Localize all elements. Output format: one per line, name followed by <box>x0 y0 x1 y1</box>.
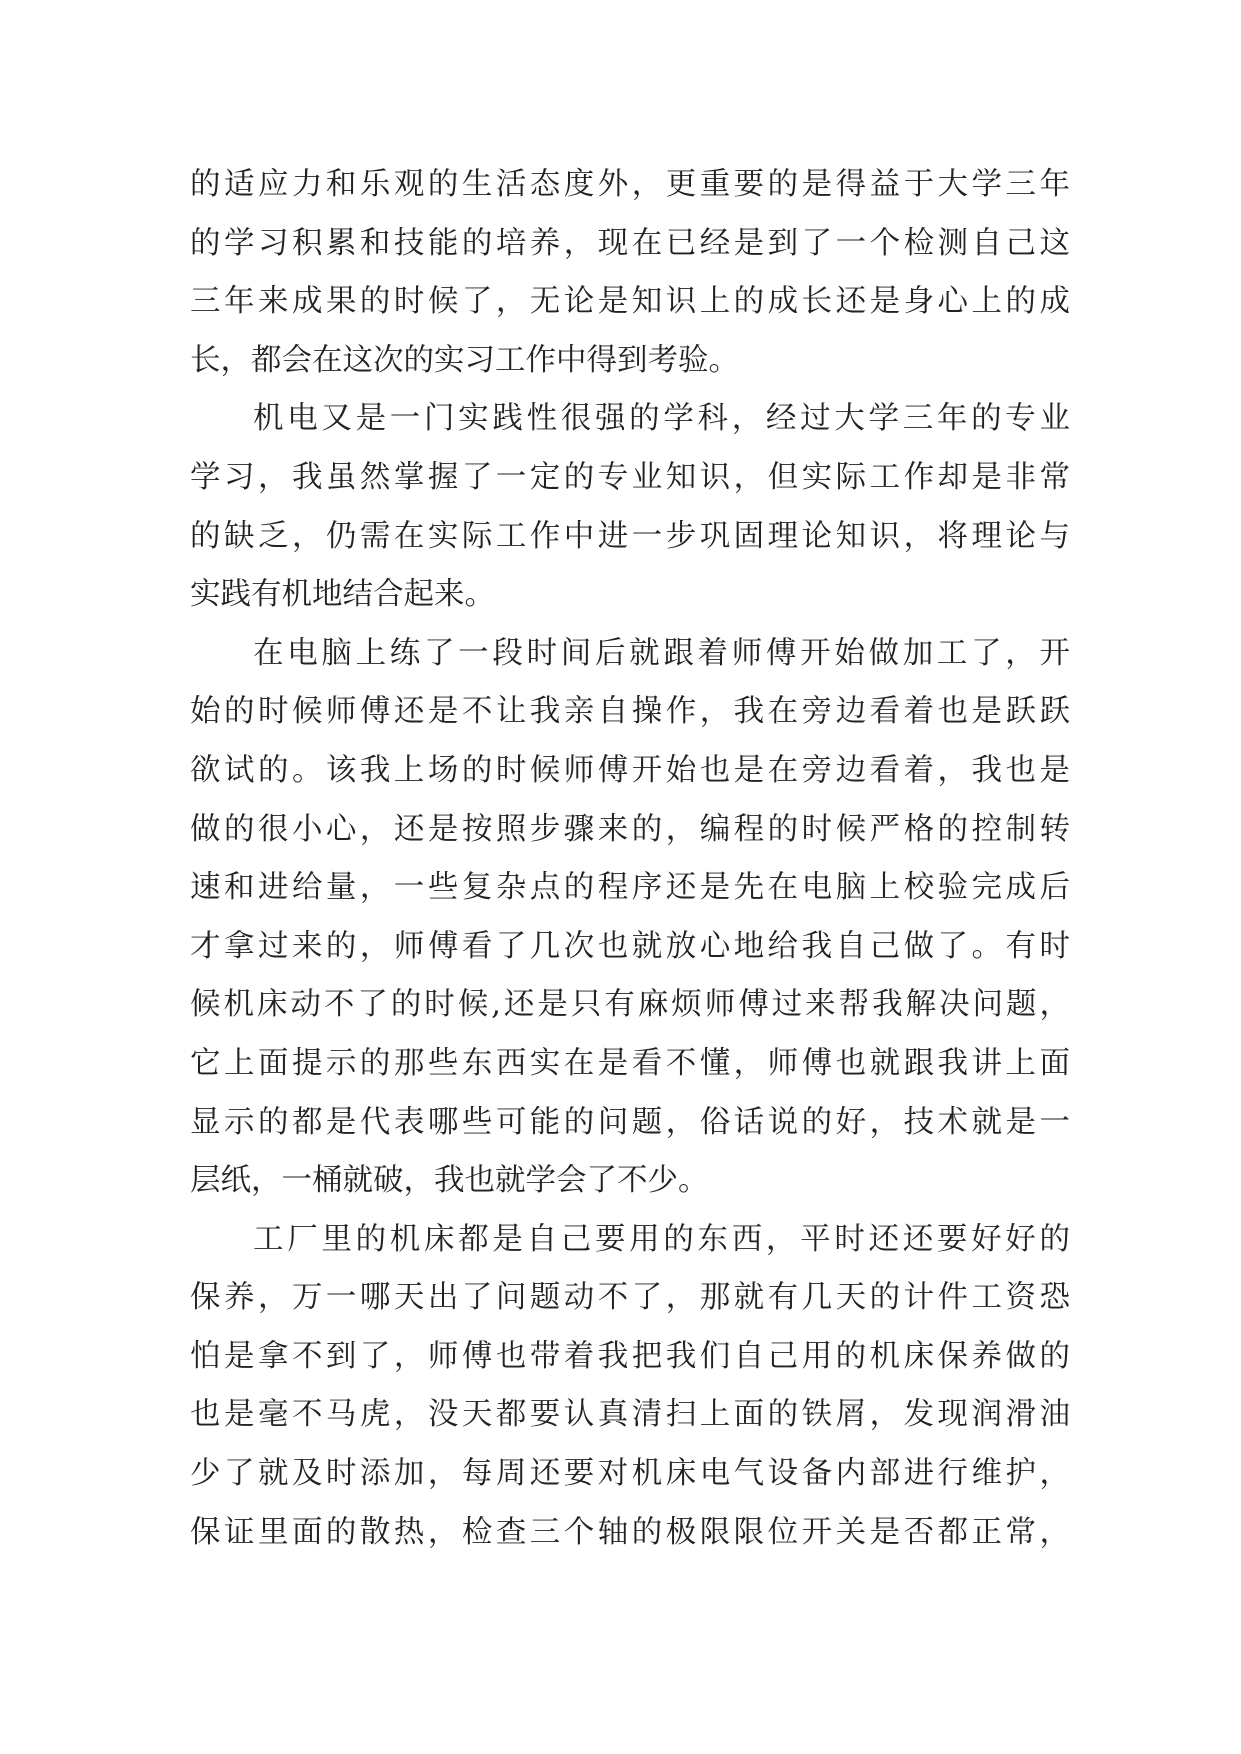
text-line: 层纸，一桶就破，我也就学会了不少。 <box>190 1163 709 1199</box>
text-line: 在电脑上练了一段时间后就跟着师傅开始做加工了，开 <box>253 635 1070 671</box>
text-line: 的学习积累和技能的培养，现在已经是到了一个检测自己这 <box>190 225 1070 261</box>
text-line: 速和进给量，一些复杂点的程序还是先在电脑上校验完成后 <box>190 870 1070 906</box>
text-line: 机电又是一门实践性很强的学科，经过大学三年的专业 <box>253 401 1070 437</box>
text-line: 实践有机地结合起来。 <box>190 577 495 613</box>
text-line: 学习，我虽然掌握了一定的专业知识，但实际工作却是非常 <box>190 459 1070 495</box>
text-line: 工厂里的机床都是自己要用的东西，平时还还要好好的 <box>253 1221 1070 1257</box>
text-line: 的适应力和乐观的生活态度外，更重要的是得益于大学三年 <box>190 167 1070 202</box>
text-line: 少了就及时添加，每周还要对机床电气设备内部进行维护， <box>190 1456 1070 1492</box>
text-line: 的缺乏，仍需在实际工作中进一步巩固理论知识，将理论与 <box>190 518 1070 554</box>
text-line: 保证里面的散热，检查三个轴的极限限位开关是否都正常， <box>190 1514 1070 1550</box>
text-line: 显示的都是代表哪些可能的问题，俗话说的好，技术就是一 <box>190 1104 1070 1140</box>
text-line: 才拿过来的，师傅看了几次也就放心地给我自己做了。有时 <box>190 928 1070 964</box>
text-line: 保养，万一哪天出了问题动不了，那就有几天的计件工资恐 <box>190 1280 1070 1316</box>
text-line: 候机床动不了的时候,还是只有麻烦师傅过来帮我解决问题， <box>190 987 1070 1023</box>
text-line: 始的时候师傅还是不让我亲自操作，我在旁边看着也是跃跃 <box>190 694 1070 730</box>
text-line: 长，都会在这次的实习工作中得到考验。 <box>190 342 739 378</box>
text-line: 欲试的。该我上场的时候师傅开始也是在旁边看着，我也是 <box>190 752 1070 788</box>
text-line: 也是毫不马虎，没天都要认真清扫上面的铁屑，发现润滑油 <box>190 1397 1070 1433</box>
text-line: 做的很小心，还是按照步骤来的，编程的时候严格的控制转 <box>190 811 1070 847</box>
text-line: 它上面提示的那些东西实在是看不懂，师傅也就跟我讲上面 <box>190 1045 1070 1081</box>
text-line: 三年来成果的时候了，无论是知识上的成长还是身心上的成 <box>190 284 1070 320</box>
text-line: 怕是拿不到了，师傅也带着我把我们自己用的机床保养做的 <box>190 1338 1070 1374</box>
body-text <box>190 156 1070 1562</box>
